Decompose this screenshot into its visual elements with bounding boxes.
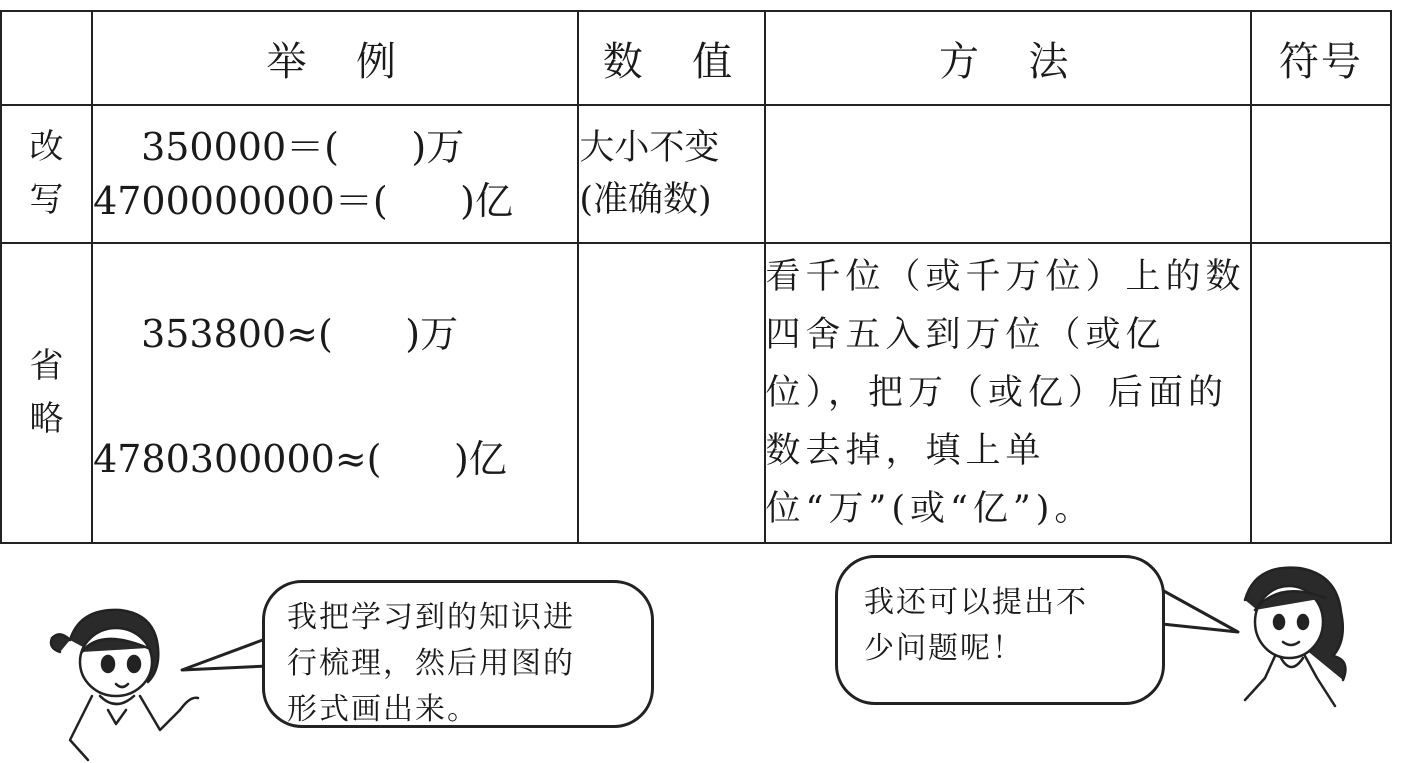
header-symbol: 符号: [1251, 11, 1391, 105]
number-rewrite-table: [0, 10, 1392, 540]
girl-student-icon: [1225, 560, 1365, 710]
table-header-row: [1, 11, 1391, 105]
row-label-omit: [1, 243, 92, 543]
row-label-rewrite: [1, 105, 92, 243]
header-value: 数 值: [578, 11, 764, 105]
rewrite-example-1: 350000＝( )万: [141, 125, 465, 169]
header-blank: [1, 11, 92, 105]
header-method: 方 法: [765, 11, 1251, 105]
omit-example-2: 4780300000≈( )亿: [93, 437, 507, 481]
bubble-text-line: 形式画出来。: [287, 692, 479, 727]
rewrite-symbol: [1251, 105, 1391, 243]
left-speech-bubble: [262, 580, 654, 728]
row-label-char: 写: [29, 180, 64, 220]
rewrite-examples: [92, 105, 578, 243]
bubble-text-line: 我把学习到的知识进: [287, 600, 575, 635]
row-label-char: 略: [29, 399, 64, 439]
omit-example-1: 353800≈( )万: [141, 312, 459, 356]
rewrite-value-line-2: (准确数): [579, 180, 712, 220]
left-bubble-tail: [180, 630, 270, 690]
omit-method: 看千位（或千万位）上的数四舍五入到万位（或亿位），把万（或亿）后面的数去掉，填上单位“万”(或“亿”)。: [765, 243, 1251, 543]
omit-examples: [92, 243, 578, 543]
girl-student-icon: [30, 600, 200, 763]
header-example: 举 例: [92, 11, 578, 105]
row-label-char: 省: [29, 346, 64, 387]
rewrite-value-line-1: 大小不变: [579, 128, 720, 168]
rewrite-example-2: 4700000000＝( )亿: [93, 179, 513, 223]
bubble-text-line: 我还可以提出不: [864, 585, 1088, 620]
summary-table: [0, 10, 1392, 544]
row-label-char: 改: [29, 127, 64, 168]
right-speech-bubble: [835, 555, 1165, 705]
table-row-rewrite: [1, 105, 1391, 243]
table-row-omit: [1, 243, 1391, 543]
rewrite-value: [578, 105, 764, 243]
bubble-text-line: 行梳理，然后用图的: [287, 646, 575, 681]
omit-symbol: [1251, 243, 1391, 543]
omit-value: [578, 243, 764, 543]
bubble-text-line: 少问题呢！: [864, 631, 1024, 666]
rewrite-method: [765, 105, 1251, 243]
